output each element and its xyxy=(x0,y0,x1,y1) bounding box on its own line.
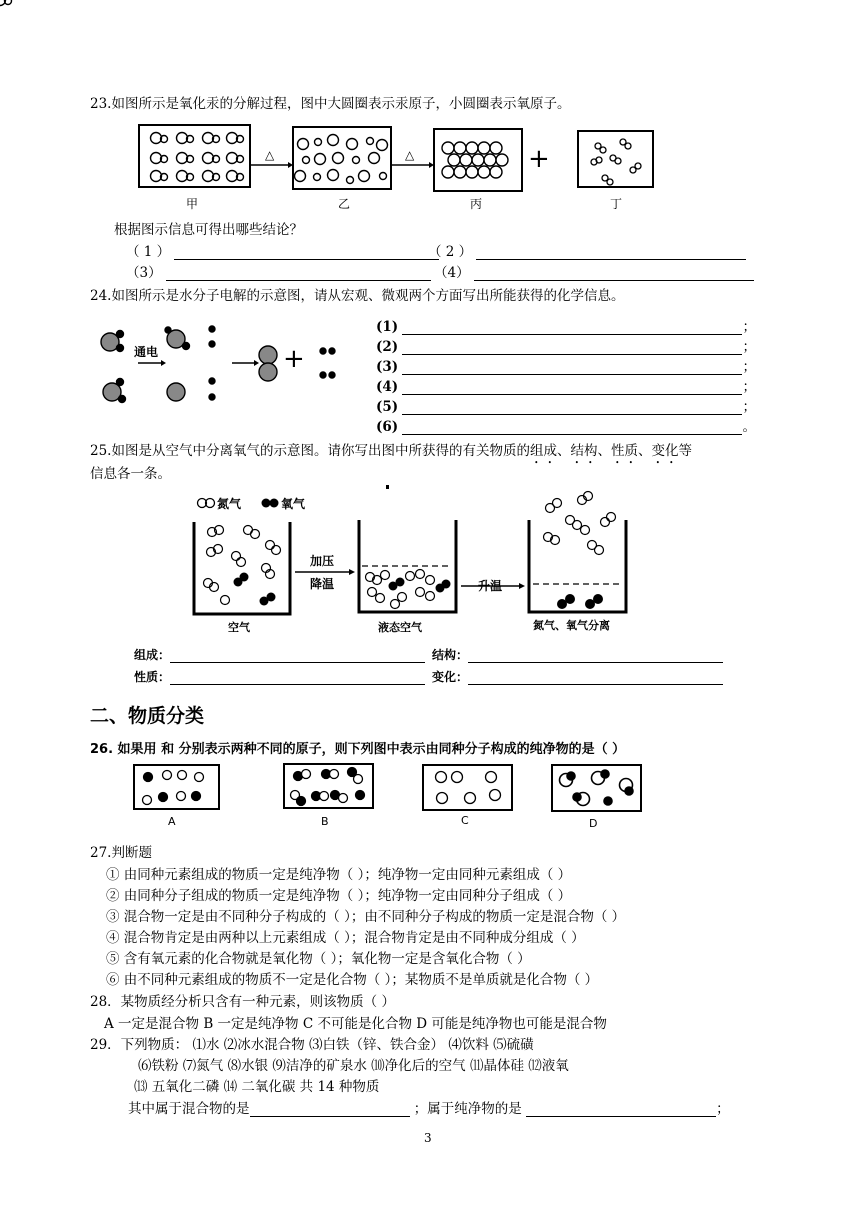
q24-arrow-label: 通电 xyxy=(134,345,159,359)
q25-caption-air: 空气 xyxy=(228,621,250,634)
q27-title: 27.判断题 xyxy=(90,845,152,861)
q25-legend-n2: 氮气 xyxy=(217,497,242,511)
q23-blank-1[interactable]: （ 1 ） xyxy=(126,240,439,260)
q24-plus: + xyxy=(283,344,305,374)
q27-line-2[interactable]: ② 由同种分子组成的物质一定是纯净物（ ）；纯净物一定由同种分子组成（ ） xyxy=(106,888,572,904)
page-number: 3 xyxy=(424,1131,432,1145)
q26-stem: 26. 如果用 和 分别表示两种不同的原子，则下列图中表示由同种分子构成的纯净物的是（ ） xyxy=(90,742,626,757)
q24-item-4[interactable]: (4) ； xyxy=(376,379,756,395)
q25-step2: 升温 xyxy=(478,579,503,593)
q23-label-yi: 乙 xyxy=(338,197,351,211)
q28-options[interactable]: A 一定是混合物 B 一定是纯净物 C 不可能是化合物 D 可能是纯净物也可能是混合物 xyxy=(104,1016,607,1032)
q27-line-4[interactable]: ④ 混合物肯定是由两种以上元素组成（ ）；混合物肯定是由不同种成分组成（ ） xyxy=(106,930,585,946)
q27-line-3[interactable]: ③ 混合物一定是由不同种分子构成的（ ）；由不同种分子构成的物质一定是混合物（ ） xyxy=(106,909,626,925)
q23-label-bing: 丙 xyxy=(470,197,483,211)
q23-plus: + xyxy=(528,144,550,174)
q27-line-5[interactable]: ⑤ 含有氧元素的化合物就是氧化物（ ）；氧化物一定是含氧化合物（ ） xyxy=(106,951,531,967)
q25-legend-o2: 氧气 xyxy=(281,497,306,511)
q25-field-property[interactable]: 性质： xyxy=(134,668,425,685)
q29-line-1: 29．下列物质： ⑴水 ⑵冰水混合物 ⑶白铁（锌、铁合金） ⑷饮料 ⑸硫磺 xyxy=(90,1037,534,1053)
q27-line-6[interactable]: ⑥ 由不同种元素组成的物质不一定是化合物（ ）；某物质不是单质就是化合物（ ） xyxy=(106,972,599,988)
q29-line-3: ⒀ 五氧化二磷 ⒁ 二氧化碳 共 14 种物质 xyxy=(134,1079,380,1095)
q29-line-2: ⑹铁粉 ⑺氮气 ⑻水银 ⑼洁净的矿泉水 ⑽净化后的空气 ⑾晶体硅 ⑿液氧 xyxy=(138,1058,569,1074)
q23-blank-4[interactable]: （4） xyxy=(434,261,754,281)
q29-answer-line[interactable]: 其中属于混合物的是 ；属于纯净物的是 ； xyxy=(128,1101,730,1117)
q25-field-change[interactable]: 变化： xyxy=(432,668,723,685)
q24-item-6[interactable]: (6) 。 xyxy=(376,419,756,435)
q26-option-d-label[interactable]: D xyxy=(589,817,598,830)
q24-stem: 24.如图所示是水分子电解的示意图，请从宏观、微观两个方面写出所能获得的化学信息。 xyxy=(90,288,625,304)
q25-step1-line1: 加压 xyxy=(310,554,335,568)
q25-caption-separated: 氮气、氧气分离 xyxy=(533,619,610,632)
q23-blank-2[interactable]: （ 2 ） xyxy=(428,240,746,260)
q24-item-1[interactable]: (1) ； xyxy=(376,319,756,335)
q24-item-2[interactable]: (2) ； xyxy=(376,339,756,355)
q26-option-a-label[interactable]: A xyxy=(168,815,176,828)
q25-stem-line2: 信息各一条。 xyxy=(90,466,171,482)
q25-field-composition[interactable]: 组成： xyxy=(134,646,425,663)
q23-arrow-label-1: △ xyxy=(265,148,275,162)
q23-label-ding: 丁 xyxy=(610,197,623,211)
q25-caption-liquid-air: 液态空气 xyxy=(378,621,422,634)
q23-blank-3[interactable]: （3） xyxy=(126,261,431,281)
q24-item-5[interactable]: (5) ； xyxy=(376,399,756,415)
q23-label-jia: 甲 xyxy=(186,197,199,211)
q26-option-b-label[interactable]: B xyxy=(321,815,329,828)
q25-step1-line2: 降温 xyxy=(310,577,335,591)
q28-stem: 28．某物质经分析只含有一种元素，则该物质（ ） xyxy=(90,994,395,1010)
q23-prompt: 根据图示信息可得出哪些结论？ xyxy=(114,222,303,238)
section-title: 二、物质分类 xyxy=(90,705,205,727)
q25-field-structure[interactable]: 结构： xyxy=(432,646,723,663)
q23-arrow-label-2: △ xyxy=(405,148,415,162)
q27-line-1[interactable]: ① 由同种元素组成的物质一定是纯净物（ ）；纯净物一定由同种元素组成（ ） xyxy=(106,867,572,883)
q23-stem: 23.如图所示是氧化汞的分解过程，图中大圆圈表示汞原子，小圆圈表示氧原子。 xyxy=(90,96,571,112)
q25-stem-line1: 25.如图是从空气中分离氧气的示意图。请你写出图中所获得的有关物质的组成、结构、性质、变化等 xyxy=(90,443,692,459)
q26-option-c-label[interactable]: C xyxy=(461,814,469,827)
q24-item-3[interactable]: (3) ； xyxy=(376,359,756,375)
